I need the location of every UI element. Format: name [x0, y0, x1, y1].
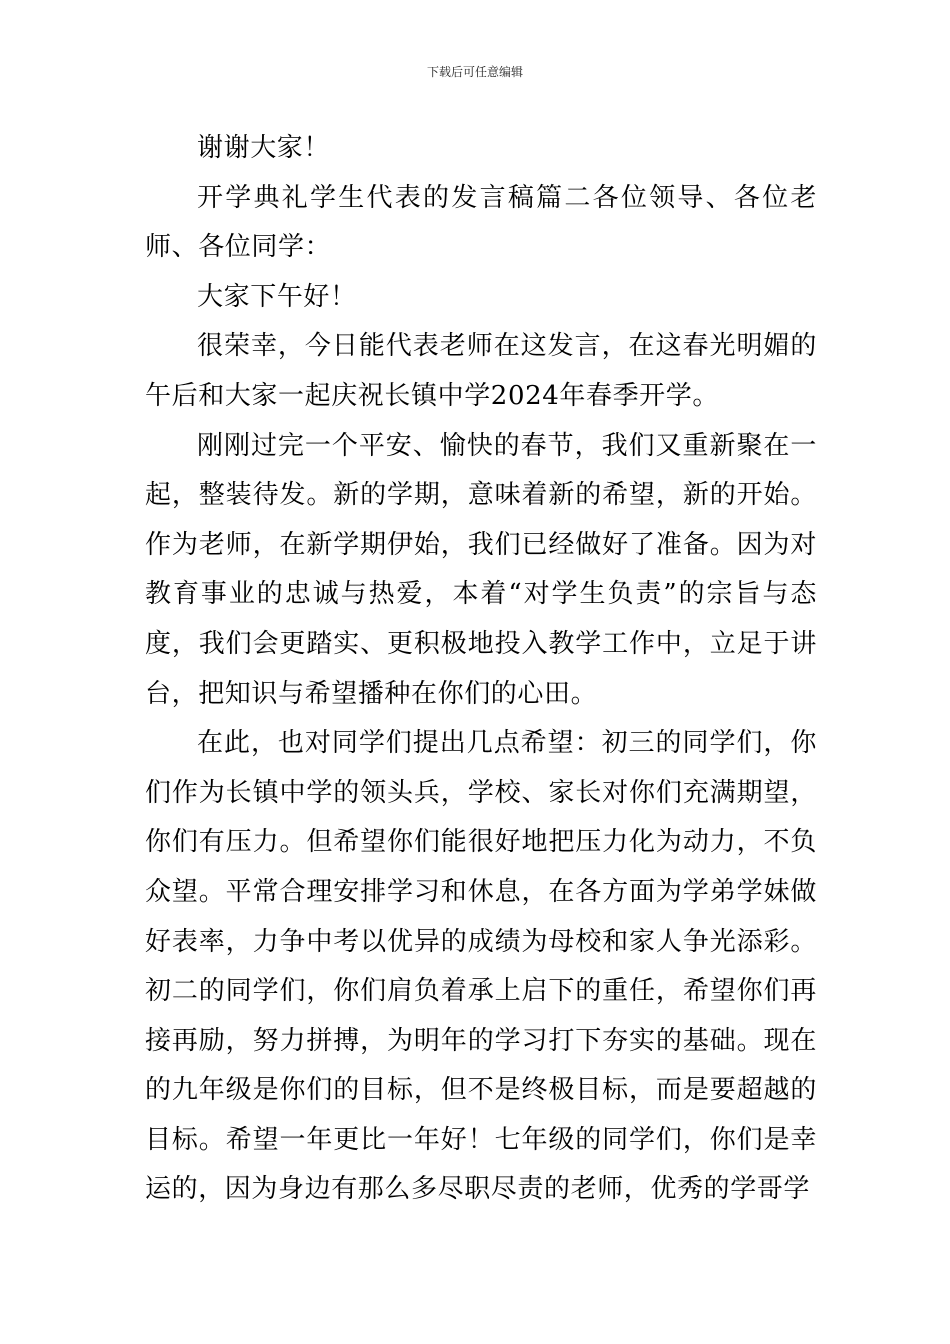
- paragraph-hopes: 在此，也对同学们提出几点希望：初三的同学们，你们作为长镇中学的领头兵，学校、家长对你们充满期望，你们有压力。但希望你们能很好地把压力化为动力，不负众望。平常合理安排学习和休息，在各方面为学弟学妹做好表率，力争中考以优异的成绩为母校和家人争光添彩。初二的同学们，你们肩负着承上启下的重任，希望你们再接再励，努力拼搏，为明年的学习打下夯实的基础。现在的九年级是你们的目标，但不是终极目标，而是要超越的目标。希望一年更比一年好！七年级的同学们，你们是幸运的，因为身边有那么多尽职尽责的老师，优秀的学哥学: [145, 728, 817, 1205]
- document-body: [145, 124, 817, 1215]
- page-header: 下载后可任意编辑: [426, 65, 523, 79]
- paragraph-thanks: 谢谢大家！: [197, 133, 331, 163]
- paragraph-good-afternoon: 大家下午好！: [197, 281, 357, 312]
- paragraph-honored: 很荣幸，今日能代表老师在这发言，在这春光明媚的午后和大家一起庆祝长镇中学2024年春季开学。: [145, 331, 817, 411]
- paragraph-title-greeting: 开学典礼学生代表的发言稿篇二各位领导、各位老师、各位同学：: [145, 182, 817, 263]
- paragraph-new-semester: 刚刚过完一个平安、愉快的春节，我们又重新聚在一起，整装待发。新的学期，意味着新的希望，新的开始。作为老师，在新学期伊始，我们已经做好了准备。因为对教育事业的忠诚与热爱，本着“对学生负责”的宗旨与态度，我们会更踏实、更积极地投入教学工作中，立足于讲台，把知识与希望播种在你们的心田。: [145, 430, 817, 709]
